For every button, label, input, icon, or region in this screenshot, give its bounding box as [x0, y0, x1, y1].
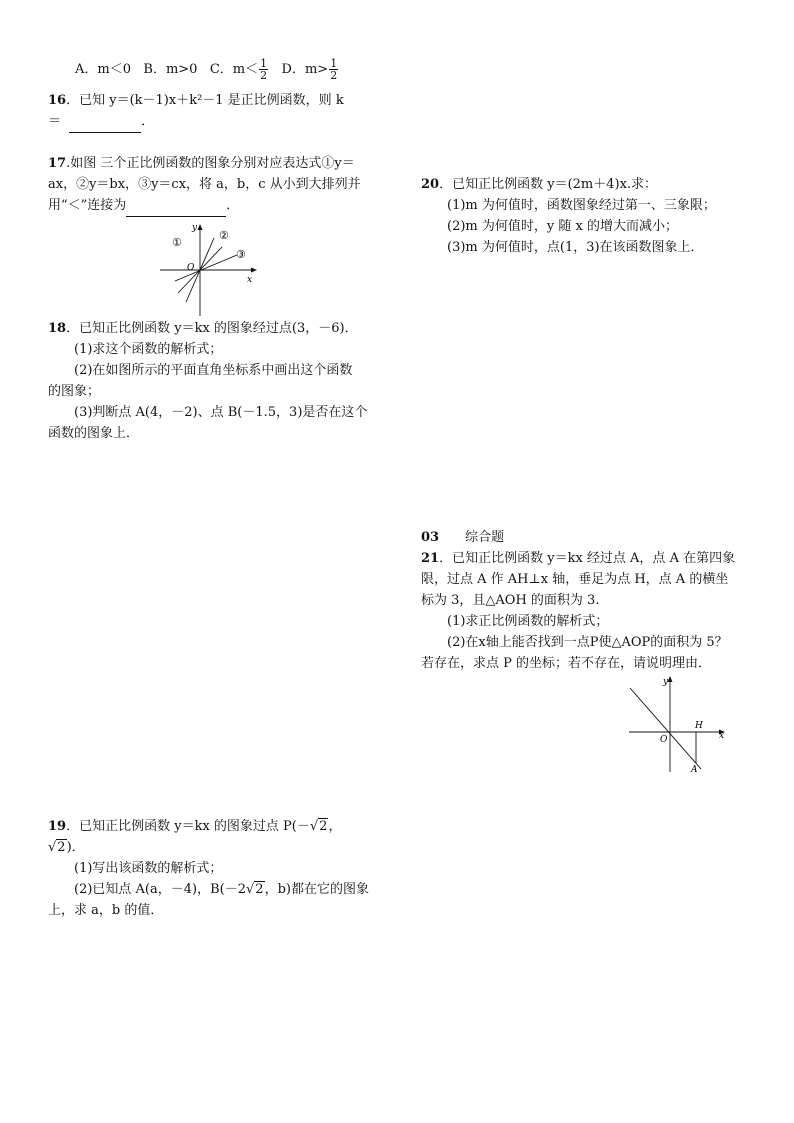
label-2: ②	[219, 229, 229, 242]
question-16	[48, 90, 344, 133]
section-number: 03	[421, 530, 440, 545]
origin-label: O	[660, 735, 668, 745]
question-text: 限，过点 A 作 AH⊥x 轴，垂足为点 H，点 A 的横坐	[421, 572, 729, 587]
sub-question-2-cont: 若存在，求点 P 的坐标；若不存在，请说明理由．	[421, 656, 712, 671]
label-1: ①	[172, 236, 182, 249]
label-a: A	[691, 765, 698, 774]
q15-option-a: A．m＜0	[75, 62, 131, 77]
section-title: 综合题	[465, 530, 505, 545]
question-text: ax，②y＝bx，③y＝cx，将 a，b，c 从小到大排列并	[48, 177, 361, 192]
x-label: x	[247, 275, 253, 285]
equals-sign: ＝	[48, 114, 62, 129]
sub-question-1: (1)求正比例函数的解析式；	[447, 614, 609, 629]
function-line	[630, 688, 701, 769]
sqrt-symbol: √	[246, 882, 255, 897]
sqrt-value: 2	[255, 882, 264, 897]
y-axis-arrow	[668, 676, 673, 682]
y-axis-arrow	[198, 224, 203, 230]
question-number: 21	[421, 551, 440, 566]
q15-option-b: B．m>0	[143, 62, 198, 77]
label-h: H	[695, 721, 703, 731]
x-axis-arrow	[251, 268, 257, 273]
line-3	[175, 255, 237, 281]
question-18	[48, 318, 367, 444]
sub-question-2: (2)在如图所示的平面直角坐标系中画出这个函数	[74, 363, 353, 378]
question-17	[48, 153, 361, 217]
sub-question-3: (3)判断点 A(4，－2)、点 B(－1.5，3)是否在这个	[74, 405, 368, 420]
question-text: ．已知正比例函数 y＝kx 经过点 A，点 A 在第四象	[439, 551, 736, 566]
sqrt-symbol: √	[48, 840, 57, 855]
section-heading	[421, 527, 504, 548]
period: ．	[141, 114, 155, 129]
sub-question-2: (2)已知点 A(a，－4)，B(－2	[74, 882, 246, 897]
fraction-half: $\frac{1}{2}$	[260, 57, 268, 82]
sub-question-2: ，b)都在它的图象	[264, 882, 369, 897]
sub-question-3: (3)m 为何值时，点(1，3)在该函数图象上．	[447, 240, 704, 255]
sub-question-2-cont: 上，求 a，b 的值．	[48, 903, 164, 918]
question-number: 19	[48, 819, 67, 834]
question-text: ．已知 y＝(k－1)x＋k²－1 是正比例函数，则 k	[66, 93, 344, 108]
x-label: x	[719, 731, 725, 741]
question-text: ．已知正比例函数 y＝(2m＋4)x.求：	[439, 177, 658, 192]
question-text: 标为 3，且△AOH 的面积为 3.	[421, 593, 600, 608]
q15-options	[75, 58, 339, 81]
sub-question-1: (1)写出该函数的解析式；	[74, 861, 223, 876]
answer-blank[interactable]	[69, 111, 141, 133]
sub-question-1: (1)求这个函数的解析式；	[74, 342, 223, 357]
y-label: y	[192, 223, 198, 233]
question-number: 18	[48, 321, 67, 336]
sub-question-3-cont: 函数的图象上．	[48, 426, 140, 441]
sub-question-2-cont: 的图象；	[48, 384, 101, 399]
question-text: )．	[66, 840, 85, 855]
fraction-half: $\frac{1}{2}$	[330, 57, 338, 82]
question-number: 20	[421, 177, 440, 192]
sqrt-value: 2	[319, 819, 328, 834]
label-3: ③	[236, 248, 246, 261]
answer-blank[interactable]	[126, 195, 226, 217]
question-text: ．已知正比例函数 y＝kx 的图象过点 P(－	[66, 819, 310, 834]
question-21	[421, 548, 735, 674]
question-text: .如图 三个正比例函数的图象分别对应表达式①y＝	[66, 156, 355, 171]
question-number: 16	[48, 93, 67, 108]
y-label: y	[663, 677, 669, 687]
question-19	[48, 816, 369, 921]
comma: ，	[328, 819, 342, 834]
sqrt-value: 2	[57, 840, 66, 855]
q15-option-d: D．m> $\frac{1}{2}$	[281, 57, 338, 82]
question-text: 用“＜”连接为	[48, 198, 127, 213]
question-20	[421, 174, 716, 258]
sub-question-1: (1)m 为何值时，函数图象经过第一、三象限；	[447, 198, 716, 213]
origin-label: O	[187, 263, 195, 273]
sub-question-2: (2)在x轴上能否找到一点P使△AOP的面积为 5？	[447, 635, 728, 650]
period: ．	[226, 198, 240, 213]
q17-figure	[155, 222, 265, 318]
q15-option-c: C．m＜ $\frac{1}{2}$	[209, 57, 268, 82]
sqrt-symbol: √	[309, 819, 319, 834]
q21-figure	[625, 674, 735, 774]
sub-question-2: (2)m 为何值时，y 随 x 的增大而减小；	[447, 219, 678, 234]
question-text: ．已知正比例函数 y＝kx 的图象经过点(3，－6)．	[66, 321, 358, 336]
question-number: 17	[48, 156, 67, 171]
